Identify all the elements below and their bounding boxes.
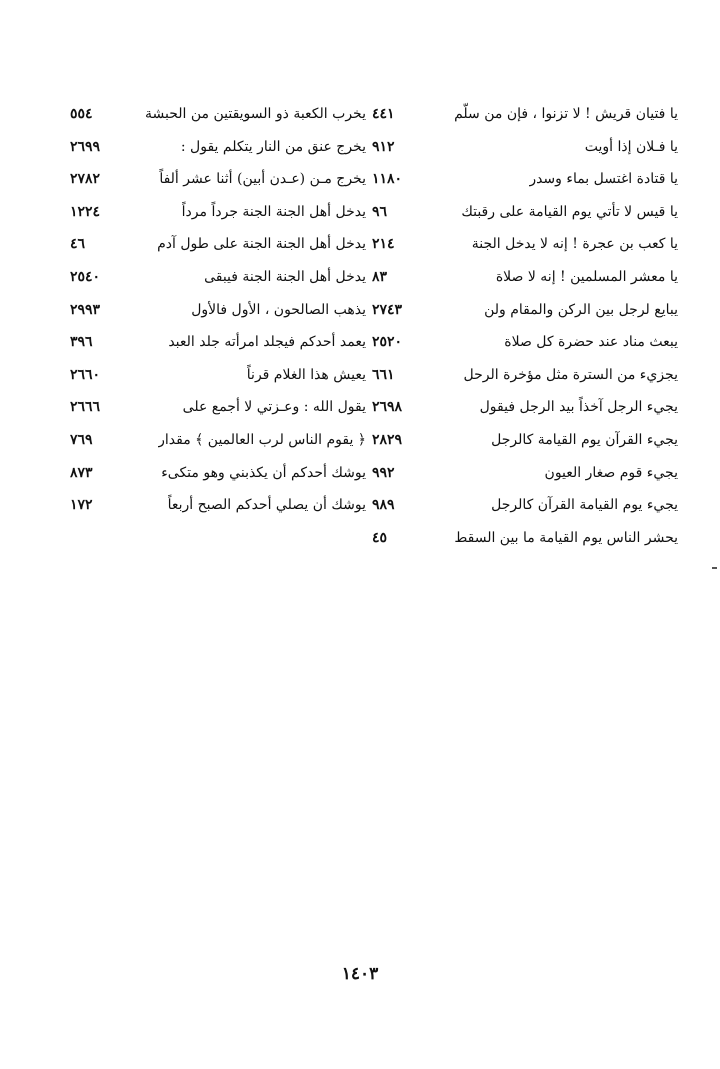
entry-text: يا كعب بن عجرة ! إنه لا يدخل الجنة — [471, 236, 678, 253]
index-entry — [372, 391, 678, 424]
entry-number: ٢٥٢٠ — [372, 334, 403, 351]
index-entry — [70, 391, 366, 424]
page-number: ١٤٠٣ — [341, 964, 379, 984]
entry-text: يخرب الكعبة ذو السويقتين من الحبشة — [145, 106, 366, 122]
entry-number: ٨٣ — [372, 268, 388, 285]
entry-number: ٣٩٦ — [70, 334, 93, 351]
index-entry — [70, 424, 366, 457]
index-entry — [70, 326, 366, 359]
entry-text: ﴿ يقوم الناس لرب العالمين ﴾ مقدار — [158, 431, 366, 448]
index-entry — [372, 196, 678, 229]
entry-text: يذهب الصالحون ، الأول فالأول — [191, 301, 366, 318]
index-entry — [70, 261, 366, 294]
index-entry — [372, 489, 678, 522]
index-entry — [372, 131, 678, 164]
entry-number: ٧٦٩ — [70, 431, 93, 448]
entry-number: ٢٦٦٦ — [70, 399, 101, 416]
entry-number: ٢٦٩٨ — [372, 399, 403, 416]
entry-number: ٩٨٩ — [372, 497, 395, 514]
entry-number: ٢٩٩٣ — [70, 301, 101, 318]
index-entry — [372, 98, 678, 131]
entry-text: يا قتادة اغتسل بماء وسدر — [529, 171, 678, 188]
entry-number: ٩١٢ — [372, 138, 395, 155]
index-entry — [70, 196, 366, 229]
index-entry — [70, 294, 366, 327]
index-entry — [70, 489, 366, 522]
index-entry — [70, 131, 366, 164]
index-entry — [372, 424, 678, 457]
entry-number: ٢٨٢٩ — [372, 431, 403, 448]
entry-number: ٤٤١ — [372, 106, 395, 122]
index-entry — [372, 261, 678, 294]
entry-text: يدخل أهل الجنة الجنة جرداً مرداً — [181, 203, 366, 220]
entry-number: ٦٦١ — [372, 366, 395, 383]
entry-number: ٢٥٤٠ — [70, 268, 101, 285]
index-entry — [372, 163, 678, 196]
entry-number: ١٢٢٤ — [70, 203, 101, 220]
entry-number: ٤٦ — [70, 236, 86, 253]
index-entry — [372, 228, 678, 261]
entry-text: يدخل أهل الجنة الجنة على طول آدم — [157, 236, 366, 253]
entry-text: يا معشر المسلمين ! إنه لا صلاة — [495, 268, 678, 285]
entry-text: يدخل أهل الجنة الجنة فيبقى — [204, 268, 366, 285]
entry-number: ٤٥ — [372, 529, 388, 546]
entry-text: يعمد أحدكم فيجلد امرأته جلد العبد — [168, 334, 366, 351]
entry-text: يبعث مناد عند حضرة كل صلاة — [504, 334, 678, 351]
index-entry — [70, 98, 366, 131]
entry-text: يجيء القرآن يوم القيامة كالرجل — [491, 431, 678, 448]
entry-text: يقول الله : وعـزتي لا أجمع على — [182, 399, 366, 416]
entry-number: ٨٧٣ — [70, 464, 93, 481]
index-entry — [70, 457, 366, 490]
entry-text: يعيش هذا الغلام قرناً — [246, 366, 366, 383]
entry-text: يا فتيان قريش ! لا تزنوا ، فإن من سلّم — [454, 106, 678, 122]
entry-text: يخرج مـن (عـدن أبين) أثنا عشر ألفاً — [159, 171, 366, 188]
entry-text: يجيء يوم القيامة القرآن كالرجل — [491, 497, 678, 514]
index-entry — [70, 359, 366, 392]
entry-text: يحشر الناس يوم القيامة ما بين السقط — [454, 529, 678, 546]
entry-number: ٢٦٦٠ — [70, 366, 101, 383]
entry-number: ٢١٤ — [372, 236, 395, 253]
entry-text: يجيء قوم صغار العيون — [544, 464, 678, 481]
entry-text: يخرج عنق من النار يتكلم يقول : — [180, 138, 366, 155]
entry-text: يوشك أن يصلي أحدكم الصبح أربعاً — [167, 497, 366, 514]
entry-number: ٢٦٩٩ — [70, 138, 101, 155]
index-entry — [372, 326, 678, 359]
entry-number: ٥٥٤ — [70, 106, 93, 122]
entry-text: يجيء الرجل آخذاً بيد الرجل فيقول — [479, 399, 678, 416]
entry-text: يوشك أحدكم أن يكذبني وهو متكىء — [161, 464, 366, 481]
index-entry — [372, 359, 678, 392]
index-entry — [70, 163, 366, 196]
index-column-right — [372, 98, 678, 554]
entry-text: يا قيس لا تأتي يوم القيامة على رقبتك — [461, 203, 678, 220]
entry-number: ١٧٢ — [70, 497, 93, 514]
entry-text: يبايع لرجل بين الركن والمقام ولن — [484, 301, 678, 318]
index-entry — [372, 522, 678, 555]
entry-number: ٢٧٨٢ — [70, 171, 101, 188]
scan-mark — [712, 567, 717, 569]
index-entry — [372, 457, 678, 490]
index-entry — [372, 294, 678, 327]
entry-text: يا فـلان إذا أويت — [584, 138, 678, 155]
index-entry — [70, 228, 366, 261]
entry-number: ٩٩٢ — [372, 464, 395, 481]
entry-number: ١١٨٠ — [372, 171, 403, 188]
entry-number: ٢٧٤٣ — [372, 301, 403, 318]
index-column-left — [70, 98, 366, 522]
entry-number: ٩٦ — [372, 203, 388, 220]
entry-text: يجزيء من السترة مثل مؤخرة الرحل — [463, 366, 678, 383]
